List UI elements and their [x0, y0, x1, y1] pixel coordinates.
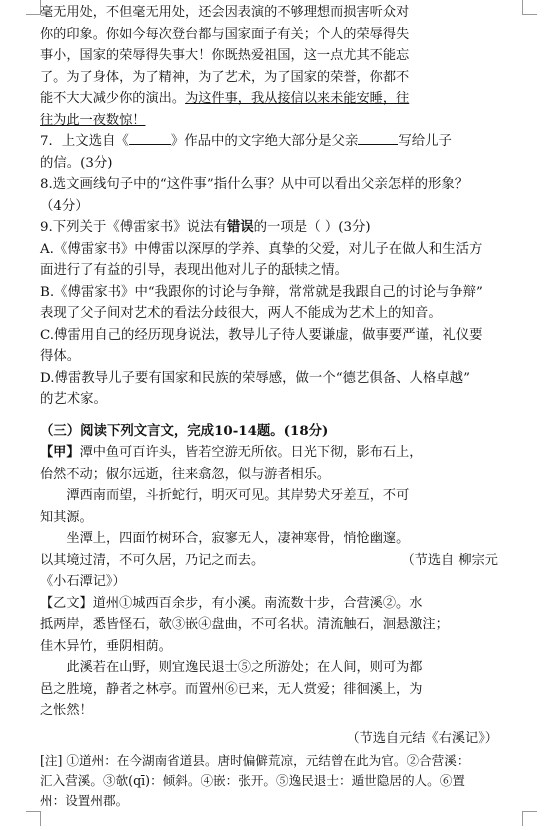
- section-heading: （三）阅读下列文言文，完成10-14题。(18分): [40, 422, 329, 439]
- document-content: [40, 0, 498, 811]
- passage-yi-line: 抵两岸，悉皆怪石，欹③嵌④盘曲，不可名状。清流触石，洄悬激注；: [40, 617, 449, 632]
- passage-line: 了。为了身体，为了精神，为了艺术，为了国家的荣誉，你都不: [40, 69, 410, 85]
- passage-line: [40, 88, 498, 110]
- passage-label: 【甲】: [40, 445, 80, 460]
- question-text: 7．上文选自《: [40, 134, 129, 149]
- section-3: [40, 421, 498, 812]
- answer-blank[interactable]: [129, 132, 171, 145]
- corner-crop-mark-bottom-left: [26, 811, 41, 826]
- option-b-line: B.《傅雷家书》中“我跟你的讨论与争辩，常常就是我跟自己的讨论与争辩”: [40, 284, 483, 300]
- emphasis-text: 错误: [226, 219, 254, 235]
- option-b-line: 表现了父子间对艺术的看法分歧很大，两人不能成为艺术上的知音。: [40, 306, 442, 321]
- passage-yi-line: 之怅然！: [40, 703, 93, 718]
- question-line: 8.选文画线句子中的“这件事”指什么事？从中可以看出父亲怎样的形象？: [40, 177, 469, 192]
- passage-jia-line: 知其源。: [40, 509, 93, 525]
- passage-yi-line: [40, 593, 498, 615]
- option-a-line: A.《傅雷家书》中傅雷以深厚的学养、真挚的父爱，对儿子在做人和生活方: [40, 241, 483, 257]
- option-c-line: C.傅雷用自己的经历现身说法，教导儿子待人要谦虚，做事要严谨，礼仪要: [40, 327, 483, 343]
- underlined-sentence: 往为此一夜数惊！: [40, 112, 146, 128]
- passage-jia-line: [40, 442, 498, 464]
- corner-crop-mark-bottom-right: [522, 811, 537, 826]
- annotations: [40, 751, 498, 811]
- passage-line: [40, 110, 498, 132]
- question-8: [40, 174, 498, 217]
- annotation-line: 州：设置州郡。: [40, 793, 129, 808]
- spacer: [40, 411, 498, 421]
- passage-jia-line: 佁然不动；俶尔远逝，往来翕忽，似与游者相乐。: [40, 466, 331, 482]
- passage-jia-line: [40, 550, 498, 572]
- passage-yi-line: 此溪若在山野，则宜逸民退士⑤之所游处；在人间，则可为都: [66, 660, 423, 675]
- annotation-line: [注] ①道州：在今湖南省道县。唐时偏僻荒凉，元结曾在此为官。②合营溪：: [40, 753, 470, 768]
- question-text: 9.下列关于《傅雷家书》说法有: [40, 220, 227, 235]
- option-d-line: 的艺术家。: [40, 392, 107, 407]
- underlined-sentence: 为这件事，我从接信以来未能安睡，往: [185, 91, 410, 106]
- question-line: [40, 131, 498, 153]
- answer-blank[interactable]: [358, 132, 398, 145]
- question-text: 的一项是（ ）(3分): [253, 220, 371, 235]
- passage-excerpt: [40, 0, 498, 131]
- source-citation: 《小石潭记》）: [40, 574, 126, 589]
- question-line: （4分）: [40, 198, 89, 214]
- passage-jia-line: 坐潭上，四面竹树环合，寂寥无人，凄神寒骨，悄怆幽邃。: [66, 531, 410, 546]
- passage-text: 以其境过清，不可久居，乃记之而去。: [40, 552, 265, 568]
- passage-line: 事小，国家的荣辱得失事大！你既热爱祖国，这一点尤其不能忘: [40, 48, 410, 63]
- passage-text: 潭中鱼可百许头，皆若空游无所依。日光下彻，影布石上，: [79, 445, 423, 460]
- option-c-line: 得体。: [40, 349, 81, 364]
- source-citation: （节选自元结《右溪记》）: [346, 730, 498, 746]
- annotation-line: 汇入营溪。③欹(qī)：倾斜。④嵌：张开。⑤逸民退士：遁世隐居的人。⑥置: [40, 773, 465, 788]
- question-9: [40, 217, 498, 411]
- question-line: 的信。(3分): [40, 155, 113, 171]
- passage-label: 【乙文】: [40, 595, 93, 611]
- corner-crop-mark-top-left: [26, 0, 41, 15]
- question-text: 写给儿子: [398, 134, 452, 149]
- passage-yi-line: 佳木异竹，垂阴相荫。: [40, 638, 172, 654]
- passage-line: 你的印象。你如今每次登台都与国家面子有关；个人的荣辱得失: [40, 26, 410, 42]
- passage-jia-line: 潭西南而望，斗折蛇行，明灭可见。其岸势犬牙差互，不可: [66, 488, 410, 503]
- passage-yi-line: 邑之胜境，静者之林亭。而置州⑥已来，无人赏爱；徘徊溪上，为: [40, 681, 423, 697]
- source-citation: （节选自 柳宗元: [401, 552, 498, 568]
- passage-line: 毫无用处，不但毫无用处，还会因表演的不够理想而损害听众对: [40, 5, 410, 20]
- question-7: [40, 131, 498, 174]
- passage-text: 道州①城西百余步，有小溪。南流数十步，合营溪②。水: [92, 595, 423, 611]
- question-text: 》作品中的文字绝大部分是父亲: [170, 134, 359, 149]
- passage-text: 能不大大减少你的演出。: [40, 91, 186, 106]
- option-a-line: 面进行了有益的引导，表现出他对儿子的舐犊之情。: [40, 263, 348, 278]
- question-stem: [40, 217, 498, 239]
- corner-crop-mark-top-right: [522, 0, 537, 15]
- option-d-line: D.傅雷教导儿子要有国家和民族的荣辱感，做一个“德艺俱备、人格卓越”: [40, 370, 470, 386]
